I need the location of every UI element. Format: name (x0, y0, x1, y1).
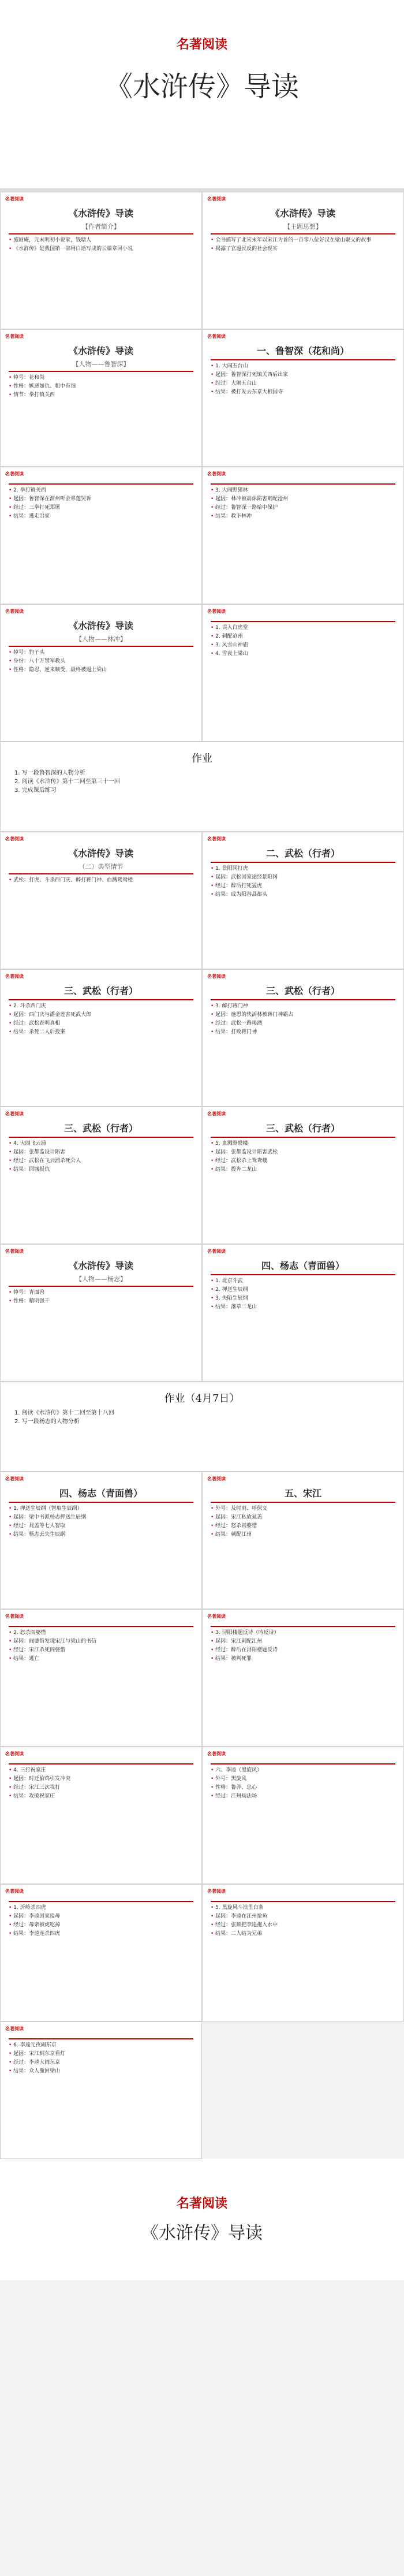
slide-list-item: • 情节：拳打镇关西 (9, 392, 193, 399)
slide-list-item: • 结果：逃亡 (9, 1655, 193, 1663)
slide-divider (9, 873, 193, 874)
slide-title: 五、宋江 (284, 1488, 321, 1499)
slide (202, 832, 404, 969)
slide-list-item: • 起因：张都监设计陷害武松 (211, 1149, 395, 1156)
slide-list-item: • 起因：西门庆与潘金莲害死武大郎 (9, 1011, 193, 1019)
closing-title: 《水浒传》导读 (141, 2223, 263, 2243)
closing-kicker: 名著阅读 (176, 2197, 227, 2211)
slide-tag: 名著阅读 (207, 1751, 226, 1756)
slide-list (211, 1140, 395, 1174)
slide-list-item: • 起因：宋江刺配江州 (211, 1638, 395, 1646)
slide-tag: 名著阅读 (207, 974, 226, 979)
slide-list (211, 487, 395, 520)
slide-list (211, 1629, 395, 1663)
slide-list-item: • 揭露了官逼民反的社会现实 (211, 245, 395, 253)
slide (0, 192, 202, 329)
slide-list-item: • 结果：打败蒋门神 (211, 1029, 395, 1036)
slide-divider (211, 862, 395, 863)
slide (202, 969, 404, 1107)
slide-grid-1 (0, 192, 404, 742)
slide-list-item: • 结果：救下林冲 (211, 513, 395, 520)
slide-tag: 名著阅读 (5, 334, 24, 339)
slide-list-item: • 结果：被打发去东京大相国寺 (211, 389, 395, 396)
slide-title: 三、武松（行者） (63, 1123, 138, 1134)
slide-list-item: • 经过：江州劫法场 (211, 1793, 395, 1800)
slide-divider (9, 1137, 193, 1138)
slide (0, 1747, 202, 1884)
slide-list-item: • 结果：二人结为兄弟 (211, 1930, 395, 1938)
slide-list-item: • 5. 黑旋风斗浪里白条 (211, 1904, 395, 1912)
slide-list-item: • 结果：众人撤回梁山 (9, 2068, 193, 2075)
slide-grid-3 (0, 1244, 404, 1382)
slide-list-item: • 经过：武松一路喝酒 (211, 1020, 395, 1028)
cover (0, 0, 404, 192)
slide-tag: 名著阅读 (5, 836, 24, 842)
slide-divider (211, 999, 395, 1000)
slide (0, 1244, 202, 1382)
slide-tag: 名著阅读 (207, 334, 226, 339)
slide-divider (9, 233, 193, 234)
slide-tag: 名著阅读 (5, 1476, 24, 1481)
slide-title: 《水浒传》导读 (68, 620, 133, 631)
slide-list-item: • 起因：鲁智深在渭州听金翠莲哭诉 (9, 496, 193, 503)
slide-list-item: • 起因：张都监设计陷害 (9, 1149, 193, 1156)
slide-title: 二、武松（行者） (265, 848, 340, 859)
slide-list-item: • 性格：鲁莽、忠心 (211, 1784, 395, 1792)
homework-list (14, 769, 390, 795)
slide-list-item: • 绰号：花和尚 (9, 374, 193, 382)
slide-list-item: • 结果：李逵连杀四虎 (9, 1930, 193, 1938)
slide-list-item: • 经过：母亲被虎吃掉 (9, 1922, 193, 1929)
slide-list (211, 1505, 395, 1539)
slide-tag: 名著阅读 (207, 1111, 226, 1116)
slide-list-item: • 结果：攻破祝家庄 (9, 1793, 193, 1800)
slide-list-item: • 经过：李逵大闹东京 (9, 2059, 193, 2067)
slide-tag: 名著阅读 (207, 836, 226, 842)
slide-title: 《水浒传》导读 (68, 208, 133, 219)
slide-list-item: • 经过：宋江杀死阎婆惜 (9, 1647, 193, 1654)
slide-list-item: • 起因：李逵回家接母 (9, 1913, 193, 1920)
slide-tag: 名著阅读 (207, 1249, 226, 1254)
slide-list-item: • 起因：施恩的快活林被蒋门神霸占 (211, 1011, 395, 1019)
slide-list-item: • 经过：怒杀阎婆惜 (211, 1522, 395, 1530)
slide-divider (211, 621, 395, 622)
homework2-panel (0, 1382, 404, 1472)
slide-list-item: • 起因：时迁偷鸡引发冲突 (9, 1775, 193, 1783)
slide-list-item: • 1. 误入白虎堂 (211, 624, 395, 632)
slide-grid-4 (0, 1472, 404, 2159)
slide-divider (9, 646, 193, 647)
slide-divider (9, 1626, 193, 1627)
slide-subtitle: 【主题思想】 (284, 223, 322, 230)
slide-subtitle: 【人物——杨志】 (76, 1275, 126, 1283)
slide-tag: 名著阅读 (207, 1889, 226, 1894)
slide-list-item: • 3. 大闹野猪林 (211, 487, 395, 494)
slide-list-item: • 经过：宋江三次攻打 (9, 1784, 193, 1792)
slide-divider (9, 1763, 193, 1765)
slide-list-item: • 4. 三打祝家庄 (9, 1767, 193, 1774)
slide-title: 《水浒传》导读 (68, 1260, 133, 1271)
slide (202, 192, 404, 329)
slide-tag: 名著阅读 (5, 609, 24, 614)
slide-tag: 名著阅读 (5, 1614, 24, 1619)
slide-list-item: • 性格：精明强干 (9, 1298, 193, 1305)
slide-title: 四、杨志（青面兽） (59, 1488, 143, 1499)
closing-slide (0, 2159, 404, 2280)
slide-divider (211, 1901, 395, 1902)
slide-tag: 名著阅读 (5, 1751, 24, 1756)
slide (0, 1609, 202, 1747)
slide-list-item: • 2. 怒杀阎婆惜 (9, 1629, 193, 1637)
slide-list-item: • 结果：杀死二人后投案 (9, 1029, 193, 1036)
homework-title: 作业 (192, 753, 212, 765)
slide-list-item: • 经过：醉后在浔阳楼题反诗 (211, 1647, 395, 1654)
slide-list-item: • 经过：三拳打死郑屠 (9, 504, 193, 512)
slide-list (211, 1278, 395, 1311)
slide (202, 1244, 404, 1382)
slide-list-item: • 全书描写了北宋末年以宋江为首的一百零八位好汉在梁山聚义的故事 (211, 237, 395, 244)
slide-title: 三、武松（行者） (265, 985, 340, 996)
slide-list-item: • 1. 沂岭杀四虎 (9, 1904, 193, 1912)
slide-divider (9, 483, 193, 485)
cover-kicker: 名著阅读 (176, 38, 227, 52)
slide-tag: 名著阅读 (207, 471, 226, 477)
slide-list (9, 2042, 193, 2075)
slide (0, 329, 202, 467)
slide-list-item: • 起因：鲁智深打死镇关西后出家 (211, 371, 395, 379)
slide-list-item: • 结果：被判死罪 (211, 1655, 395, 1663)
slide-list-item: • 经过：大闹五台山 (211, 380, 395, 388)
slide (202, 467, 404, 604)
slide (0, 467, 202, 604)
slide-list-item: • 起因：武松回家途经景阳冈 (211, 874, 395, 881)
slide-divider (211, 1763, 395, 1765)
slide-title: 《水浒传》导读 (270, 208, 335, 219)
slide-list (211, 624, 395, 658)
slide-list-item: • 2. 拳打镇关西 (9, 487, 193, 494)
homework2-title: 作业（4月7日） (164, 1393, 240, 1405)
slide-list (211, 1904, 395, 1938)
slide-list (9, 1003, 193, 1036)
slide-list (211, 865, 395, 899)
slide-list-item: • 经过：鲁智深一路暗中保护 (211, 504, 395, 512)
slide-divider (211, 1274, 395, 1275)
slide-list-item: • 起因：李逵在江州抢鱼 (211, 1913, 395, 1920)
slide-list (9, 1505, 193, 1539)
slide-tag: 名著阅读 (207, 1614, 226, 1619)
slide-list-item: • 4. 雪夜上梁山 (211, 650, 395, 658)
slide-list-item: • 性格：嫉恶如仇、粗中有细 (9, 383, 193, 390)
slide-list-item: • 武松：打虎、斗杀西门庆、醉打蒋门神、血溅鸳鸯楼 (9, 877, 193, 884)
slide (202, 1472, 404, 1609)
slide-divider (211, 1502, 395, 1503)
slide-list-item: • 1. 押送生辰纲（智取生辰纲） (9, 1505, 193, 1513)
slide-tag: 名著阅读 (5, 196, 24, 202)
slide-list-item: • 结果：刺配江州 (211, 1531, 395, 1539)
homework-item: 1. 写一段鲁智深的人物分析 (14, 770, 85, 776)
slide-subtitle: （二）典型情节 (78, 863, 124, 870)
slide-list-item: • 结果：逃走出家 (9, 513, 193, 520)
slide-list-item: • 3. 醉打蒋门神 (211, 1003, 395, 1010)
slide-list-item: • 3. 风雪山神庙 (211, 642, 395, 649)
slide-list-item: • 1. 北京斗武 (211, 1278, 395, 1285)
slide (0, 2022, 202, 2159)
slide-list-item: • 绰号：青面兽 (9, 1289, 193, 1297)
slide-list-item: • 结果：投奔二龙山 (211, 1166, 395, 1174)
slide-divider (9, 371, 193, 372)
slide-tag: 名著阅读 (207, 1476, 226, 1481)
slide-list-item: • 经过：醉后打死猛虎 (211, 883, 395, 890)
slide-divider (211, 1137, 395, 1138)
slide (202, 1884, 404, 2022)
homework2-item: 1. 阅读《水浒传》第十二回至第十八回 (14, 1410, 114, 1416)
slide-list-item: • 起因：阎婆惜发现宋江与梁山的书信 (9, 1638, 193, 1646)
slide-divider (211, 359, 395, 360)
slide-title: 四、杨志（青面兽） (261, 1260, 345, 1271)
slide-list-item: • 6. 李逵元夜闹东京 (9, 2042, 193, 2049)
slide-subtitle: 【人物——鲁智深】 (72, 360, 130, 368)
slide-subtitle: 【作者简介】 (82, 223, 120, 230)
cover-title: 《水浒传》导读 (104, 70, 299, 103)
slide-list (9, 877, 193, 884)
slide-tag: 名著阅读 (5, 471, 24, 477)
slide-list-item: • 结果：杨志丢失生辰纲 (9, 1531, 193, 1539)
slide-list (211, 363, 395, 396)
slide-list-item: • 外号：及时雨、呼保义 (211, 1505, 395, 1513)
slide-tag: 名著阅读 (5, 1111, 24, 1116)
slide-subtitle: 【人物——林冲】 (76, 635, 126, 643)
slide-list-item: • 5. 血溅鸳鸯楼 (211, 1140, 395, 1148)
slide-tag: 名著阅读 (5, 1889, 24, 1894)
slide (202, 1609, 404, 1747)
slide-list-item: • 1. 大闹五台山 (211, 363, 395, 370)
homework-item: 3. 完成课后练习 (14, 787, 57, 794)
slide-tag: 名著阅读 (207, 196, 226, 202)
slide-title: 《水浒传》导读 (68, 345, 133, 356)
slide (202, 1107, 404, 1244)
slide-divider (9, 999, 193, 1000)
slide-list-item: • 2. 斗杀西门庆 (9, 1003, 193, 1010)
slide-divider (211, 233, 395, 234)
slide-list (9, 1140, 193, 1174)
slide-list (9, 237, 193, 253)
slide-grid-2 (0, 832, 404, 1244)
slide-list-item: • 4. 大闹飞云浦 (9, 1140, 193, 1148)
slide-list-item: • 绰号：豹子头 (9, 649, 193, 657)
slide-list (9, 649, 193, 674)
homework2-list (14, 1409, 390, 1426)
slide-tag: 名著阅读 (5, 1249, 24, 1254)
slide-tag: 名著阅读 (207, 609, 226, 614)
slide-list-item: • 1. 景阳冈打虎 (211, 865, 395, 873)
slide-divider (211, 1626, 395, 1627)
slide-list (211, 237, 395, 253)
slide-list (9, 1289, 193, 1305)
slide-list-item: • 身份：八十万禁军教头 (9, 658, 193, 665)
slide-list (9, 487, 193, 520)
slide-divider (9, 2038, 193, 2039)
slide-divider (9, 1901, 193, 1902)
slide-list-item: • 外号：黑旋风 (211, 1775, 395, 1783)
slide-list-item: • 2. 押送生辰纲 (211, 1286, 395, 1294)
slide-list-item: • 3. 浔阳楼题反诗（吟反诗） (211, 1629, 395, 1637)
slide-tag: 名著阅读 (5, 974, 24, 979)
slide-title: 一、鲁智深（花和尚） (256, 345, 349, 356)
slide-tag: 名著阅读 (5, 2026, 24, 2031)
slide-list-item: • 起因：宋江到东京看灯 (9, 2050, 193, 2058)
slide-list-item: • 经过：武松杀上鸳鸯楼 (211, 1157, 395, 1165)
slide-divider (9, 1286, 193, 1287)
slide-divider (211, 483, 395, 485)
slide-title: 《水浒传》导读 (68, 848, 133, 859)
slide-list-item: • 经过：武松查明真相 (9, 1020, 193, 1028)
slide-list-item: • 结果：成为阳谷县都头 (211, 891, 395, 899)
slide-list-item: • 起因：宋江私放晁盖 (211, 1514, 395, 1521)
slide-divider (9, 1502, 193, 1503)
slide (202, 604, 404, 742)
slide-list-item: • 3. 失陷生辰纲 (211, 1295, 395, 1302)
slide-title: 三、武松（行者） (63, 985, 138, 996)
slide-list (211, 1767, 395, 1800)
slide (0, 832, 202, 969)
slide (0, 1107, 202, 1244)
slide-list-item: • 经过：张顺把李逵拖入水中 (211, 1922, 395, 1929)
slide-list (9, 1904, 193, 1938)
homework-panel (0, 742, 404, 832)
slide (0, 1884, 202, 2022)
slide (202, 1747, 404, 1884)
slide-list-item: • 起因：梁中书派杨志押送生辰纲 (9, 1514, 193, 1521)
slide-list-item: • 结果：落草二龙山 (211, 1304, 395, 1311)
slide-list-item: • 经过：晁盖等七人智取 (9, 1522, 193, 1530)
slide (0, 604, 202, 742)
slide-list-item: • 性格：隐忍、逆来顺受，最终被逼上梁山 (9, 667, 193, 674)
slide (0, 969, 202, 1107)
slide-title: 三、武松（行者） (265, 1123, 340, 1134)
slide-list (211, 1003, 395, 1036)
homework2-item: 2. 写一段杨志的人物分析 (14, 1419, 80, 1425)
slide-list-item: • 《水浒传》是我国第一部用白话写成的长篇章回小说 (9, 245, 193, 253)
slide (202, 329, 404, 467)
slide-list-item: • 起因：林冲被高俅陷害刺配沧州 (211, 496, 395, 503)
slide (0, 1472, 202, 1609)
slide-list (9, 1629, 193, 1663)
slide-list (9, 374, 193, 399)
slide-list-item: • 施耐庵，元末明初小说家，钱塘人 (9, 237, 193, 244)
slide-list-item: • 2. 刺配沧州 (211, 633, 395, 641)
slide-list (9, 1767, 193, 1800)
homework-item: 2. 阅读《水浒传》第十二回至第三十一回 (14, 779, 120, 785)
slide-list-item: • 六、李逵（黑旋风） (211, 1767, 395, 1774)
slide-list-item: • 经过：武松在飞云浦杀死公人 (9, 1157, 193, 1165)
slide-list-item: • 结果：回城报仇 (9, 1166, 193, 1174)
